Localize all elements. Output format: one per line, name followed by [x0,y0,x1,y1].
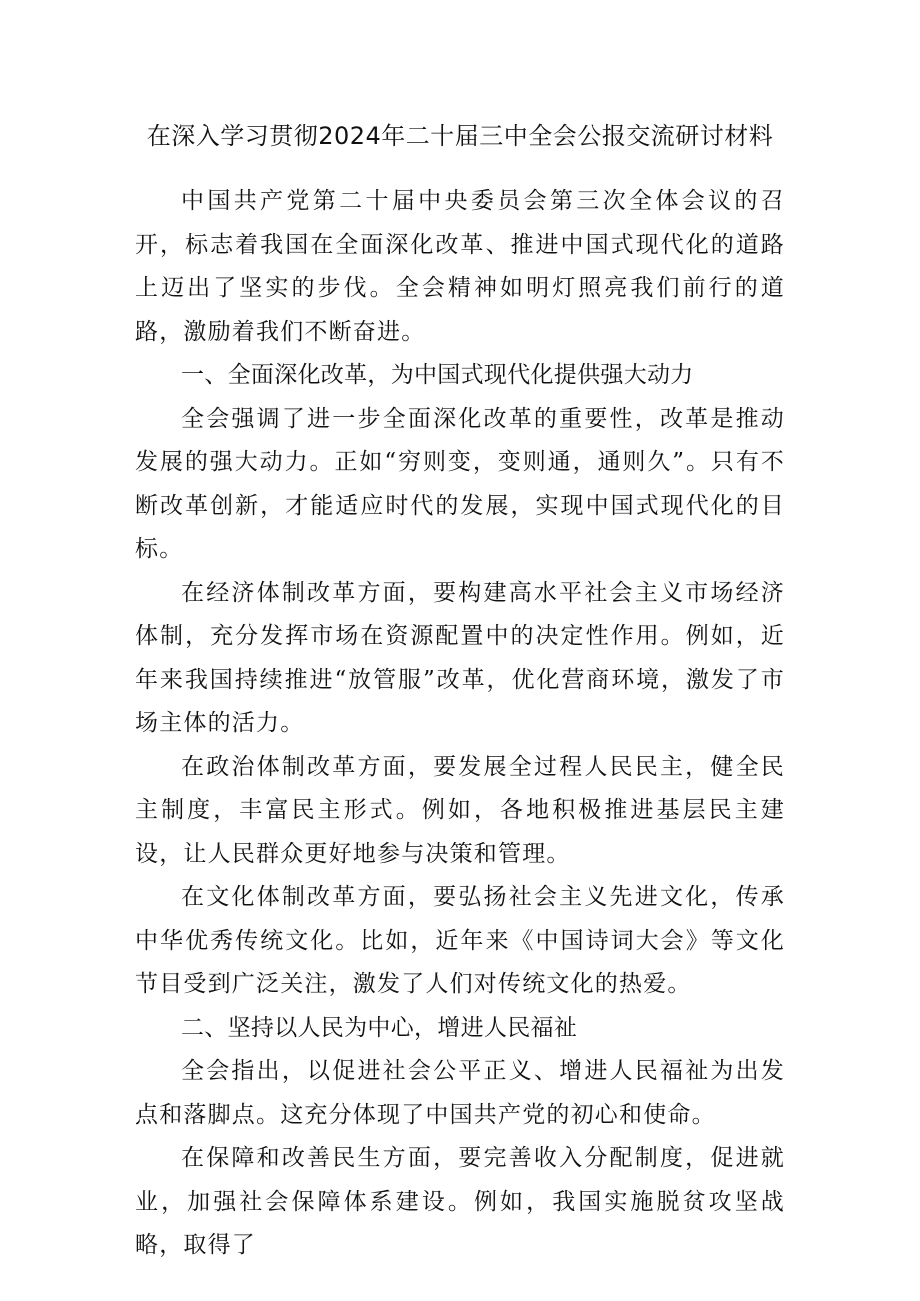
document-body [135,180,785,1268]
section-heading-2: 二、坚持以人民为中心，增进人民福祉 [181,1014,578,1041]
body-paragraph: 全会强调了进一步全面深化改革的重要性，改革是推动发展的强大动力。正如“穷则变，变则通，通则久”。只有不断改革创新，才能适应时代的发展，实现中国式现代化的目标。 [135,405,785,562]
body-paragraph: 在经济体制改革方面，要构建高水平社会主义市场经济体制，充分发挥市场在资源配置中的决定性作用。例如，近年来我国持续推进“放管服”改革，优化营商环境，激发了市场主体的活力。 [135,579,785,736]
body-paragraph: 在保障和改善民生方面，要完善收入分配制度，促进就业，加强社会保障体系建设。例如，我国实施脱贫攻坚战略，取得了 [135,1145,785,1258]
intro-paragraph: 中国共产党第二十届中央委员会第三次全体会议的召开，标志着我国在全面深化改革、推进中国式现代化的道路上迈出了坚实的步伐。全会精神如明灯照亮我们前行的道路，激励着我们不断奋进。 [135,188,785,345]
body-paragraph: 在文化体制改革方面，要弘扬社会主义先进文化，传承中华优秀传统文化。比如，近年来《中国诗词大会》等文化节目受到广泛关注，激发了人们对传统文化的热爱。 [135,884,785,997]
body-paragraph: 在政治体制改革方面，要发展全过程人民民主，健全民主制度，丰富民主形式。例如，各地积极推进基层民主建设，让人民群众更好地参与决策和管理。 [135,753,785,867]
body-paragraph: 全会指出，以促进社会公平正义、增进人民福祉为出发点和落脚点。这充分体现了中国共产党的初心和使命。 [135,1058,785,1128]
section-heading-1: 一、全面深化改革，为中国式现代化提供强大动力 [181,362,694,388]
document-title: 在深入学习贯彻2024年二十届三中全会公报交流研讨材料 [146,122,774,150]
